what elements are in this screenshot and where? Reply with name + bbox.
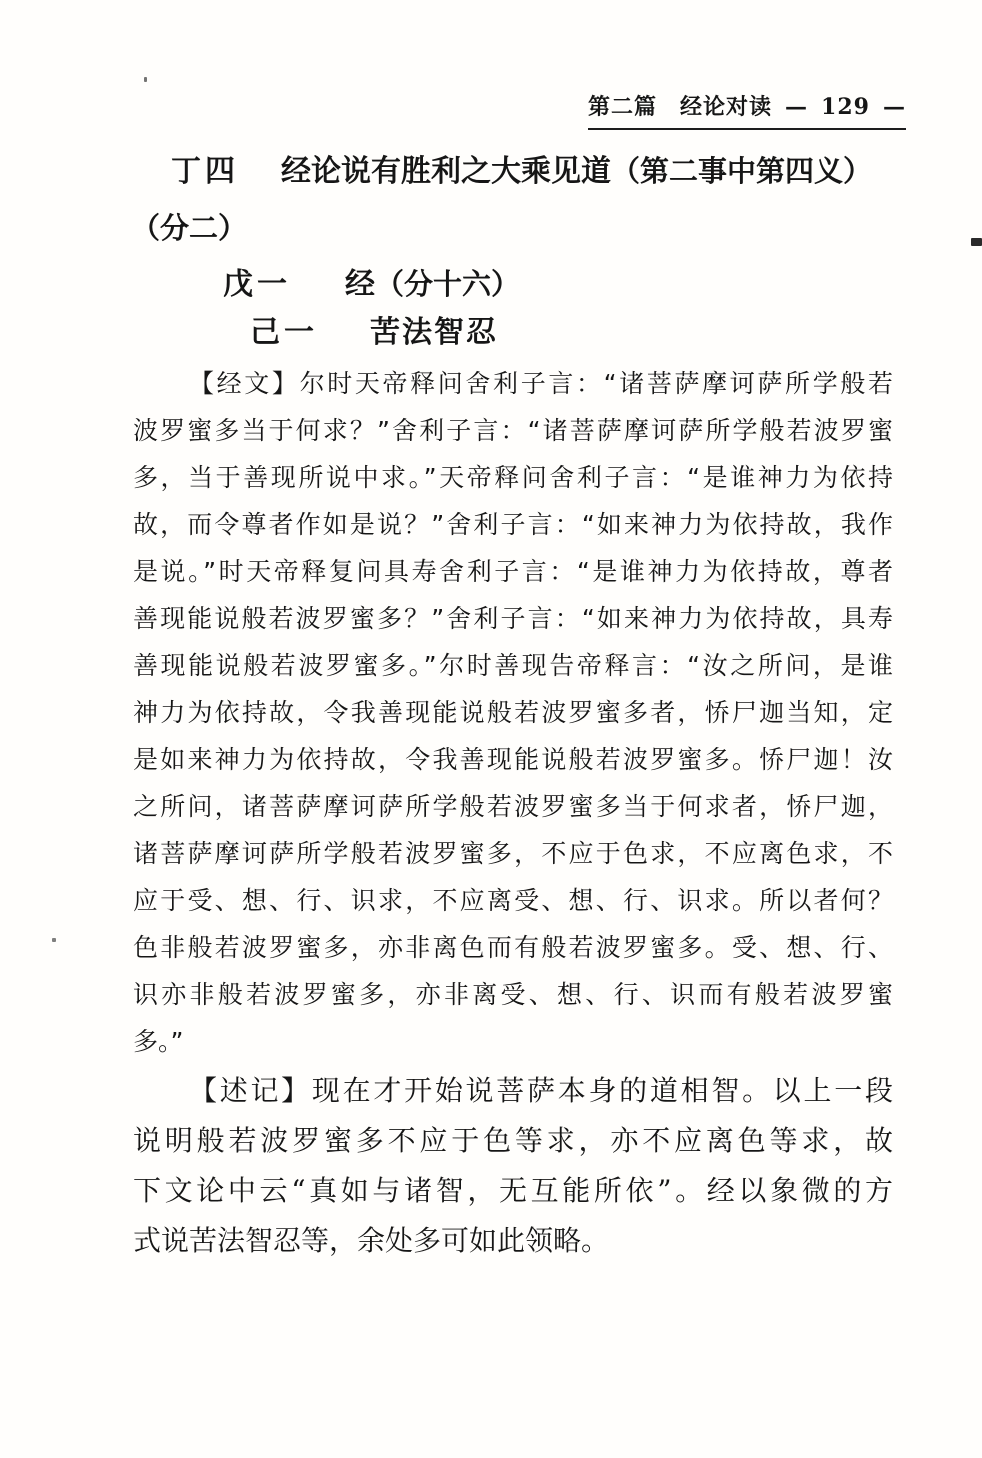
heading-ding-si-label: 丁四 <box>171 154 239 189</box>
heading-ding-si-continuation: （分二） <box>131 211 248 245</box>
sutra-line: 应于受、想、行、识求，不应离受、想、行、识求。所以者何？ <box>133 886 893 915</box>
heading-ding-si-line1 <box>131 150 899 193</box>
scan-speck <box>971 238 982 246</box>
sutra-paragraph <box>133 360 893 1065</box>
heading-wu-yi-note: （分十六） <box>375 267 521 301</box>
sutra-line: 波罗蜜多当于何求？”舍利子言：“诸菩萨摩诃萨所学般若波罗蜜 <box>133 416 893 445</box>
heading-ji-yi-label: 己一 <box>250 315 318 350</box>
commentary-line: 说明般若波罗蜜多不应于色等求，亦不应离色等求，故 <box>133 1124 893 1157</box>
heading-ji-yi-title: 苦法智忍 <box>370 315 498 350</box>
sutra-line: 是如来神力为依持故，令我善现能说般若波罗蜜多。㤭尸迦！汝 <box>133 745 893 774</box>
sutra-line: 识亦非般若波罗蜜多，亦非离受、想、行、识而有般若波罗蜜 <box>133 980 893 1009</box>
running-header-dash-left: — <box>785 94 809 120</box>
commentary-paragraph <box>133 1066 893 1266</box>
commentary-line: 下文论中云“真如与诸智，无互能所依”。经以象微的方 <box>133 1174 893 1207</box>
sutra-line: 善现能说般若波罗蜜多？”舍利子言：“如来神力为依持故，具寿 <box>133 604 893 633</box>
scan-speck <box>52 938 56 942</box>
heading-ding-si-note: （第二事中第四义） <box>611 154 873 188</box>
heading-wu-yi-title: 经 <box>345 267 375 302</box>
heading-ji-yi <box>133 307 498 351</box>
heading-ding-si <box>131 150 899 249</box>
commentary-line: 【述记】现在才开始说菩萨本身的道相智。以上一段 <box>189 1074 893 1107</box>
heading-wu-yi-label: 戊一 <box>223 267 291 302</box>
sutra-line: 是说。”时天帝释复问具寿舍利子言：“是谁神力为依持故，尊者 <box>133 557 893 586</box>
sutra-line: 色非般若波罗蜜多，亦非离色而有般若波罗蜜多。受、想、行、 <box>133 933 893 962</box>
sutra-line: 多，当于善现所说中求。”天帝释问舍利子言：“是谁神力为依持 <box>133 463 893 492</box>
sutra-line: 故，而令尊者作如是说？”舍利子言：“如来神力为依持故，我作 <box>133 510 893 539</box>
running-header <box>588 90 906 130</box>
running-header-section: 第二篇 经论对读 <box>588 94 773 120</box>
heading-ding-si-title: 经论说有胜利之大乘见道 <box>281 154 611 189</box>
running-header-page-number: 129 <box>821 94 870 120</box>
sutra-line: 诸菩萨摩诃萨所学般若波罗蜜多，不应于色求，不应离色求，不 <box>133 839 893 868</box>
sutra-line: 善现能说般若波罗蜜多。”尔时善现告帝释言：“汝之所问，是谁 <box>133 651 893 680</box>
sutra-line: 之所问，诸菩萨摩诃萨所学般若波罗蜜多当于何求者，㤭尸迦， <box>133 792 893 821</box>
sutra-line: 神力为依持故，令我善现能说般若波罗蜜多者，㤭尸迦当知，定 <box>133 698 893 727</box>
running-header-dash-right: — <box>883 94 906 120</box>
scan-speck <box>144 77 147 82</box>
sutra-line: 多。” <box>133 1027 184 1056</box>
commentary-line: 式说苦法智忍等，余处多可如此领略。 <box>133 1224 610 1257</box>
sutra-line: 【经文】尔时天帝释问舍利子言：“诸菩萨摩诃萨所学般若 <box>189 369 893 398</box>
heading-wu-yi <box>133 259 520 303</box>
